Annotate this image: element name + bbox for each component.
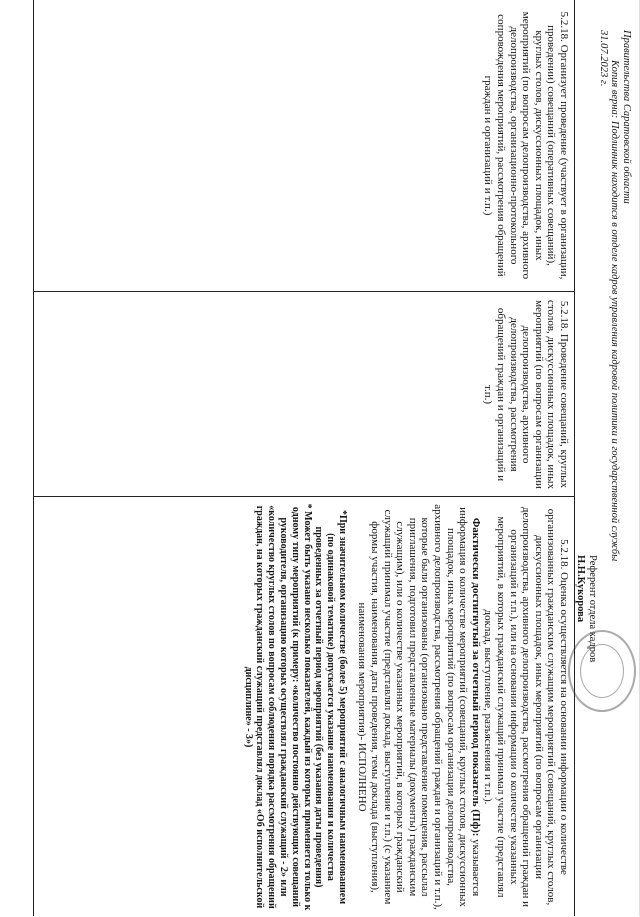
assessment-cell	[238, 497, 574, 917]
header-date: 31.07.2023 г.	[598, 30, 609, 87]
note-1: *При значительном количестве (более 5) мероприятий с аналогичным наименованием (по одинаковой тематике) допускается указание наименования и количества проведенных за отчетный период мероприятий (без указания даты проведения)	[313, 509, 348, 905]
table-column-assessment	[34, 496, 574, 917]
duty-text: 5.2.18. Организует проведение (участвует в организации, проведении) совещаний (оперативных совещаний), круглых столов, дискуссионных площадок, иных мероприятий (по вопросам делопроизводства, архивного делопроизводства, организационно-протокольного сопровождения мероприятий, рассмотрения обращений граждан и организаций и т.п.)	[482, 11, 570, 280]
document-table	[33, 0, 575, 916]
achieved-indicator-label: Фактически достигнутый за отчетный период показатель (Пф):	[469, 517, 482, 837]
header-copy-certification: Копия верна: Подлинник находится в отделе кадров управления кадровой политики и государственной службы	[609, 60, 620, 562]
header-signer-role: Референт отдела кадров	[587, 555, 598, 663]
header-signer-name: Н.Н.Кукорова	[575, 555, 586, 623]
header-organization: Правительства Саратовской области	[621, 30, 632, 204]
assessment-paragraph-1: 5.2.18. Оценка осуществляется на основании информации о количестве организованных гражданским служащим мероприятий (совещаний, круглых столов, дискуссионных площадок, иных мероприятий (по вопросам организации делопроизводства, архивного делопроизводства, рассмотрения обращений граждан и организаций и т.п.), или на основании информации о количестве указанных мероприятий, в которых гражданский служащий принимал участие (представлял доклад, выступление, разъяснения и т.п.).	[482, 506, 570, 908]
assessment-notes	[242, 503, 348, 911]
assessment-paragraph-2	[356, 503, 482, 911]
official-stamp	[568, 630, 636, 712]
achieved-indicator-text: указывается информация о количестве мероприятий (совещаний, круглых столов, дискуссионных площадок, иных мероприятий (по вопросам организации делопроизводства, архивного делопроизводства, рассмотрения обращений граждан и организаций и т.п.), которые были организованы (организовано представление помещения, рассылал приглашения, подготовил представленные материалы (документы) гражданским служащим), или о количестве указанных мероприятий, в которых гражданский служащий принимал участие (представлял доклад, выступление и т.п.) (с указанием формы участия, наименования, даты проведения, темы доклада (выступления), наименования мероприятия)- ИСПОЛНЕНО	[356, 504, 482, 910]
indicator-text: 5.2.18. Проведение совещаний, круглых столов, дискуссионных площадок, иных мероприятий (по вопросам организации делопроизводства, архивного делопроизводства, рассмотрения обращений граждан и организаций и т.п.)	[482, 299, 570, 490]
table-column-duty	[34, 0, 574, 291]
note-2: * Может быть указано несколько показателей, каждый из которых применяется только к одному типу мероприятий (к примеру: «количество постоянно действующих совещаний руководителя, организацию которых осуществлял гражданский служащий - 2» или «количество круглых столов по вопросам соблюдения порядка рассмотрения обращений граждан, на которых гражданский служащий представлял доклад «Об исполнительской дисциплине» - 3»)	[242, 503, 313, 911]
table-column-indicator	[34, 291, 574, 497]
